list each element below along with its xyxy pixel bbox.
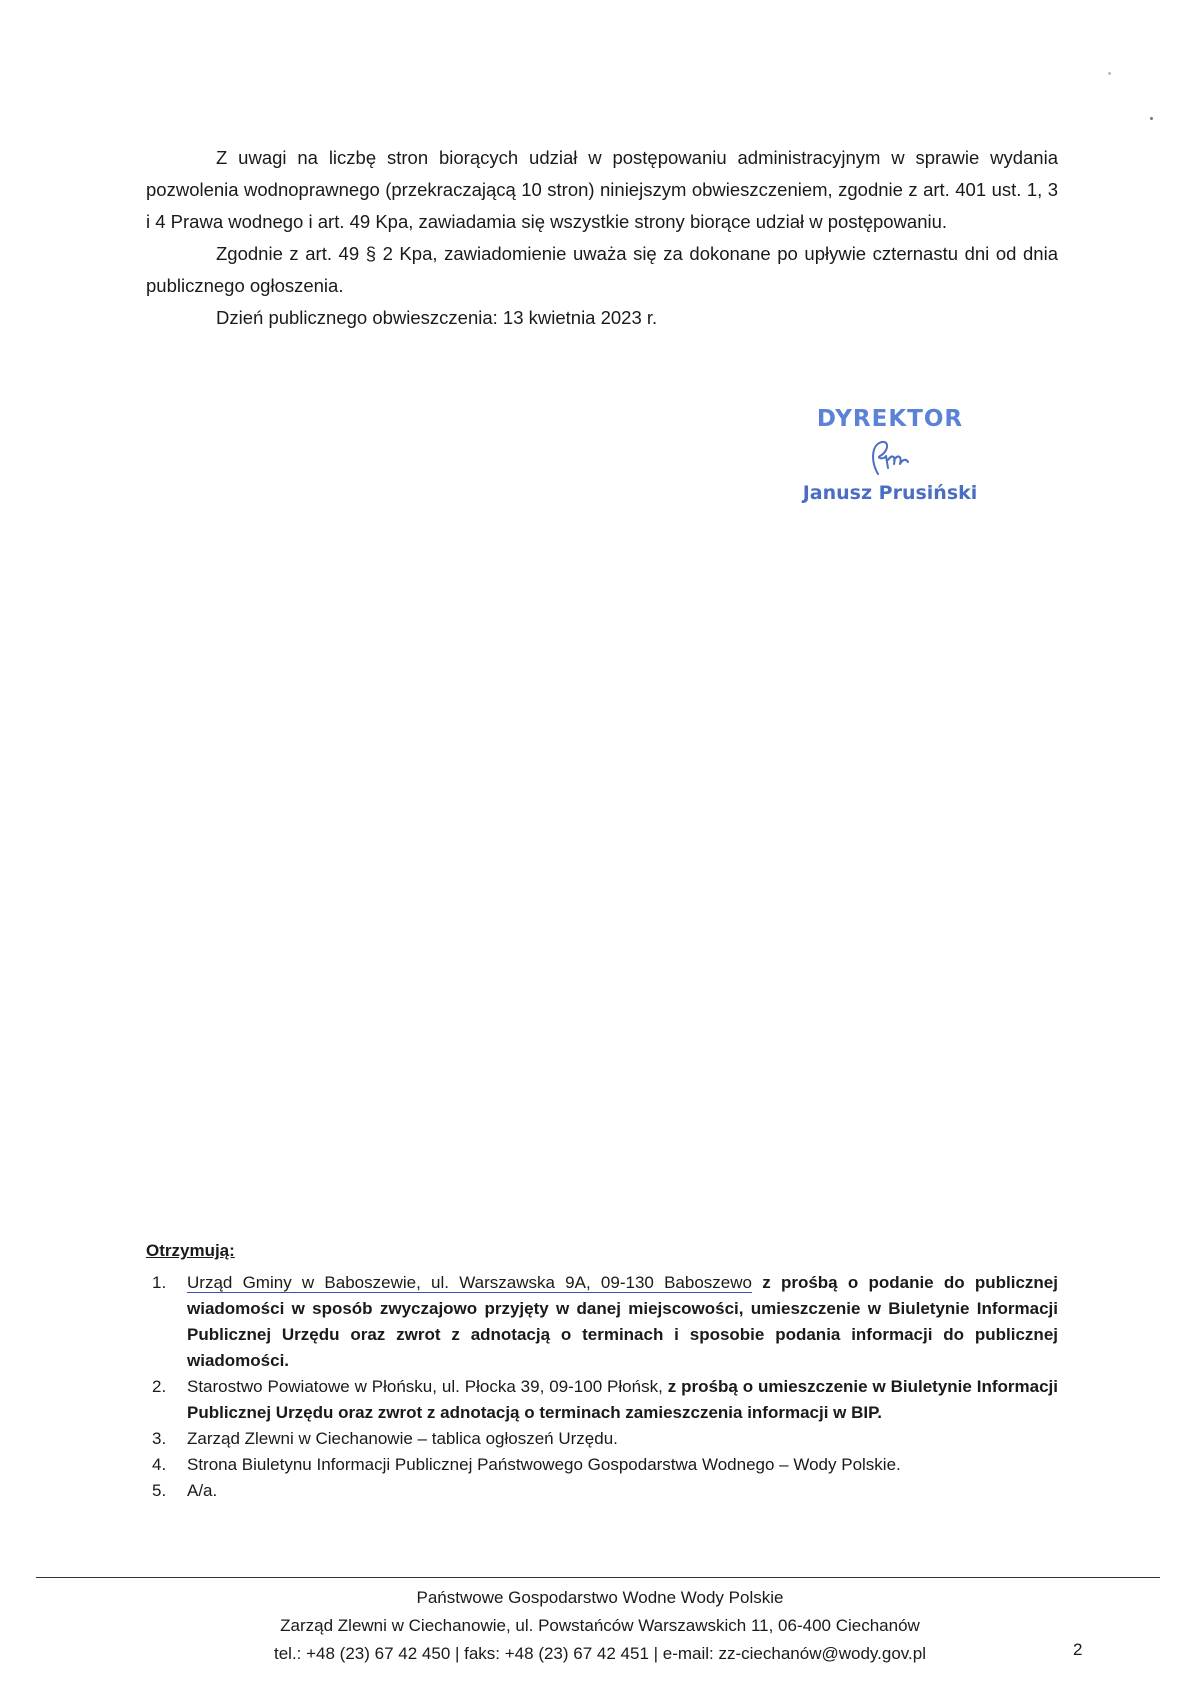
notice-paragraph: Zgodnie z art. 49 § 2 Kpa, zawiadomienie uważa się za dokonane po upływie czternastu dni od dnia publicznego ogłoszenia. <box>146 243 1058 296</box>
recipients-section <box>146 1238 1058 1504</box>
page-number: 2 <box>1073 1640 1083 1659</box>
scan-speck <box>1108 72 1111 75</box>
recipient-number: 1. <box>152 1273 167 1292</box>
signature-mark <box>860 438 920 480</box>
footer <box>0 1584 1200 1668</box>
recipient-item <box>146 1478 1058 1504</box>
notice-paragraph: Z uwagi na liczbę stron biorących udział w postępowaniu administracyjnym w sprawie wydania pozwolenia wodnoprawnego (przekraczającą 10 stron) niniejszym obwieszczeniem, zgodnie z art. 401 ust. 1, 3 i 4 Prawa wodnego i art. 49 Kpa, zawiadamia się wszystkie strony biorące udział w postępowaniu. <box>146 147 1058 232</box>
recipient-item <box>146 1452 1058 1478</box>
recipient-item <box>146 1426 1058 1452</box>
scan-speck <box>1150 117 1153 120</box>
recipient-number: 3. <box>152 1429 167 1448</box>
director-name: Janusz Prusiński <box>802 482 978 504</box>
recipients-list <box>146 1270 1058 1504</box>
recipient-number: 4. <box>152 1455 167 1474</box>
footer-contact: tel.: +48 (23) 67 42 450 | faks: +48 (23) 67 42 451 | e-mail: zz-ciechanów@wody.gov.pl <box>274 1644 926 1663</box>
director-stamp <box>800 406 980 504</box>
recipient-name: Strona Biuletynu Informacji Publicznej Państwowego Gospodarstwa Wodnego – Wody Polskie. <box>187 1455 901 1474</box>
footer-address: Zarząd Zlewni w Ciechanowie, ul. Powstańców Warszawskich 11, 06-400 Ciechanów <box>280 1616 920 1635</box>
recipient-request: z prośbą o podanie do publicznej wiadomości w sposób zwyczajowo przyjęty w danej miejscowości, umieszczenie w Biuletynie Informacji Publicznej Urzędu oraz zwrot z adnotacją o terminach i sposobie podania informacji do publicznej wiadomości. <box>187 1273 1058 1370</box>
publication-date-paragraph: Dzień publicznego obwieszczenia: 13 kwietnia 2023 r. <box>216 307 658 328</box>
recipient-name: Starostwo Powiatowe w Płońsku, ul. Płocka 39, 09-100 Płońsk, <box>187 1377 663 1396</box>
footer-organization: Państwowe Gospodarstwo Wodne Wody Polskie <box>416 1588 784 1607</box>
recipient-item <box>146 1270 1058 1374</box>
recipient-name: A/a. <box>187 1481 218 1500</box>
notice-body <box>146 142 1058 334</box>
recipient-name: Urząd Gminy w Baboszewie, ul. Warszawska 9A, 09-130 Baboszewo <box>187 1273 752 1292</box>
recipient-name: Zarząd Zlewni w Ciechanowie – tablica ogłoszeń Urzędu. <box>187 1429 618 1448</box>
footer-divider <box>36 1577 1160 1578</box>
recipient-request: z prośbą o umieszczenie w Biuletynie Informacji Publicznej Urzędu oraz zwrot z adnotacją o terminach zamieszczenia informacji w BIP. <box>187 1377 1059 1422</box>
recipient-item <box>146 1374 1058 1426</box>
stamp-title: DYREKTOR <box>816 406 964 432</box>
recipients-heading: Otrzymują: <box>146 1241 235 1260</box>
recipient-number: 5. <box>152 1481 167 1500</box>
recipient-number: 2. <box>152 1377 167 1396</box>
